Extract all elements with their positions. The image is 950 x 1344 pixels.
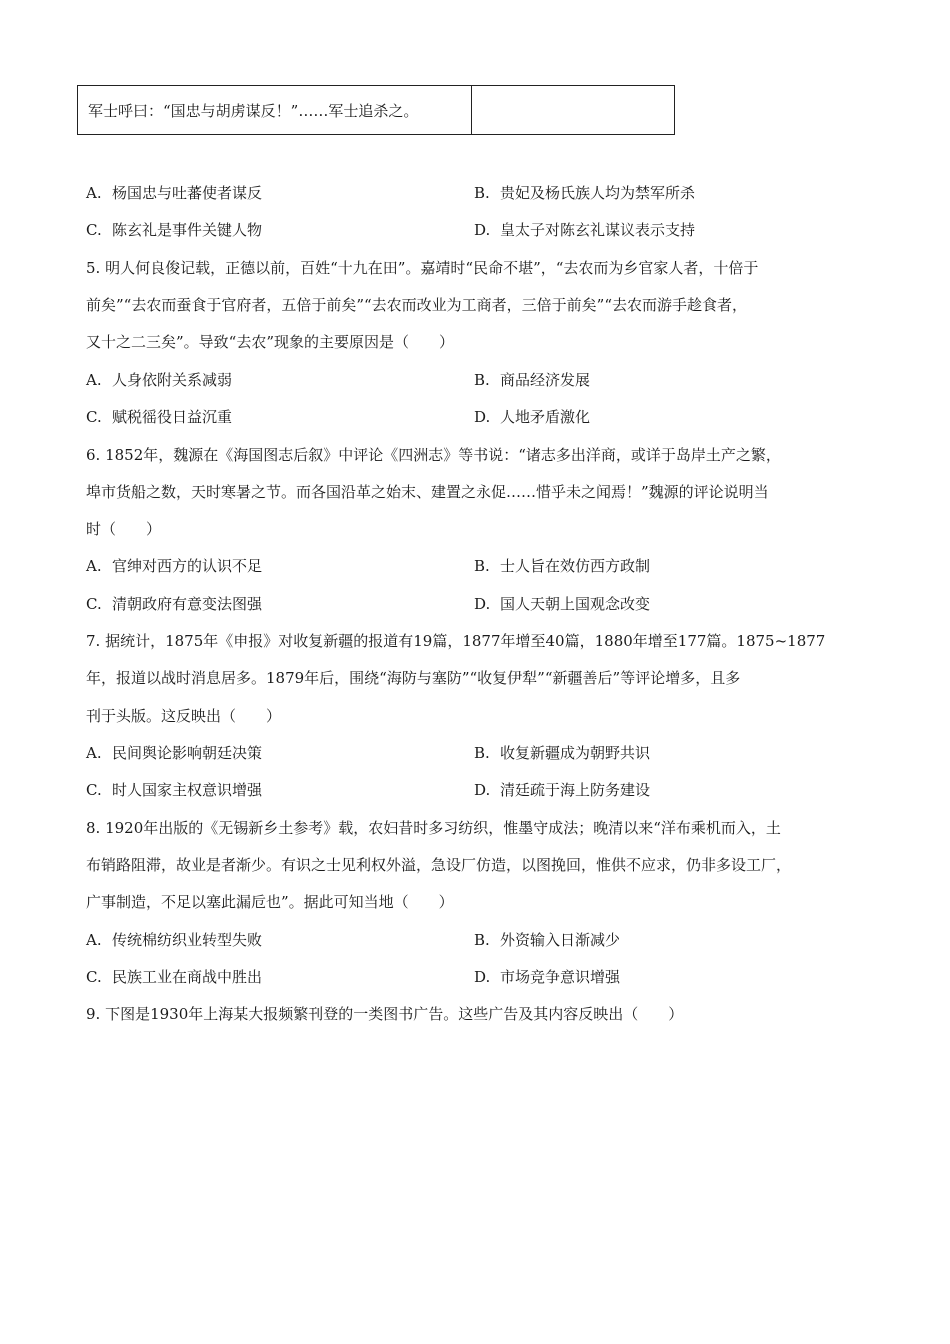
q5-option-c[interactable]: C. 赋税徭役日益沉重 bbox=[86, 408, 233, 426]
q5-stem-line-1: 5. 明人何良俊记载，正德以前，百姓“十九在田”。嘉靖时“民命不堪”，“去农而为乡官家人者，十倍于 bbox=[86, 259, 759, 277]
q4-option-d[interactable]: D. 皇太子对陈玄礼谋议表示支持 bbox=[474, 221, 696, 239]
q6-stem-line-1: 6. 1852年，魏源在《海国图志后叙》中评论《四洲志》等书说：“诸志多出洋商，或详于岛岸土产之繁， bbox=[86, 446, 781, 464]
q6-stem-line-3: 时（ ） bbox=[86, 520, 162, 538]
q8-option-b[interactable]: B. 外资输入日渐减少 bbox=[474, 931, 621, 949]
q8-stem-line-2: 布销路阻滞，故业是者渐少。有识之士见利权外溢，急设厂仿造，以图挽回，惟供不应求，仍非多设工厂， bbox=[86, 856, 792, 874]
q5-option-a[interactable]: A. 人身依附关系减弱 bbox=[86, 371, 233, 389]
q7-stem-line-2: 年，报道以战时消息居多。1879年后，围绕“海防与塞防”“收复伊犁”“新疆善后”等评论增多，且多 bbox=[86, 669, 741, 687]
q7-option-a[interactable]: A. 民间舆论影响朝廷决策 bbox=[86, 744, 263, 762]
q5-stem-line-2: 前矣”“去农而蚕食于官府者，五倍于前矣”“去农而改业为工商者，三倍于前矣”“去农而游手趁食者， bbox=[86, 296, 748, 314]
q6-option-d[interactable]: D. 国人天朝上国观念改变 bbox=[474, 595, 651, 613]
q7-option-c[interactable]: C. 时人国家主权意识增强 bbox=[86, 781, 263, 799]
q8-stem-line-3: 广事制造，不足以塞此漏卮也”。据此可知当地（ ） bbox=[86, 893, 454, 911]
q7-stem-line-1: 7. 据统计，1875年《申报》对收复新疆的报道有19篇，1877年增至40篇，1880年增至177篇。1875~1877 bbox=[86, 632, 826, 650]
q4-option-c[interactable]: C. 陈玄礼是事件关键人物 bbox=[86, 221, 263, 239]
q4-option-a[interactable]: A. 杨国忠与吐蕃使者谋反 bbox=[86, 184, 263, 202]
q6-option-a[interactable]: A. 官绅对西方的认识不足 bbox=[86, 557, 263, 575]
source-table bbox=[77, 85, 675, 135]
q7-option-b[interactable]: B. 收复新疆成为朝野共识 bbox=[474, 744, 651, 762]
q6-option-c[interactable]: C. 清朝政府有意变法图强 bbox=[86, 595, 263, 613]
table-cell-empty bbox=[472, 86, 674, 134]
q5-option-d[interactable]: D. 人地矛盾激化 bbox=[474, 408, 591, 426]
q8-option-d[interactable]: D. 市场竞争意识增强 bbox=[474, 968, 621, 986]
q5-option-b[interactable]: B. 商品经济发展 bbox=[474, 371, 591, 389]
q8-option-a[interactable]: A. 传统棉纺织业转型失败 bbox=[86, 931, 263, 949]
q7-stem-line-3: 刊于头版。这反映出（ ） bbox=[86, 707, 282, 725]
q5-stem-line-3: 又十之二三矣”。导致“去农”现象的主要原因是（ ） bbox=[86, 333, 455, 351]
q6-stem-line-2: 埠市货船之数，天时寒暑之节。而各国沿革之始末、建置之永促……惜乎未之闻焉！”魏源的评论说明当 bbox=[86, 483, 769, 501]
q6-option-b[interactable]: B. 士人旨在效仿西方政制 bbox=[474, 557, 651, 575]
table-cell-quote: 军士呼曰：“国忠与胡虏谋反！”……军士追杀之。 bbox=[78, 86, 472, 134]
q4-option-b[interactable]: B. 贵妃及杨氏族人均为禁军所杀 bbox=[474, 184, 696, 202]
q7-option-d[interactable]: D. 清廷疏于海上防务建设 bbox=[474, 781, 651, 799]
q8-stem-line-1: 8. 1920年出版的《无锡新乡土参考》载，农妇昔时多习纺织，惟墨守成法；晚清以来“洋布乘机而入，土 bbox=[86, 819, 781, 837]
q8-option-c[interactable]: C. 民族工业在商战中胜出 bbox=[86, 968, 263, 986]
q9-stem-line-1: 9. 下图是1930年上海某大报频繁刊登的一类图书广告。这些广告及其内容反映出（ ） bbox=[86, 1005, 684, 1023]
